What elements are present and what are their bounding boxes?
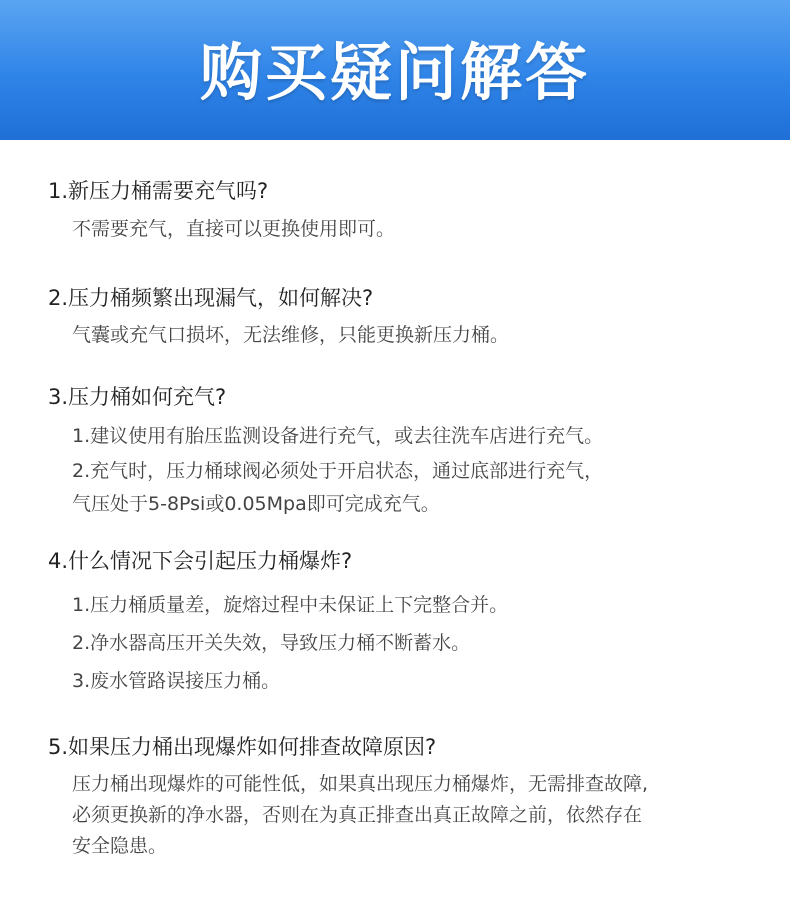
page-title: 购买疑问解答 [199, 35, 590, 109]
faq-answer-4-line-2: 2.净水器高压开关失效，导致压力桶不断蓄水。 [72, 632, 471, 654]
faq-answer-4-line-1: 1.压力桶质量差，旋熔过程中未保证上下完整合并。 [72, 594, 509, 616]
faq-answer-5-line-3: 安全隐患。 [72, 835, 168, 857]
faq-question-1: 1.新压力桶需要充气吗? [48, 179, 269, 203]
faq-question-5: 5.如果压力桶出现爆炸如何排查故障原因? [48, 735, 437, 759]
faq-question-2: 2.压力桶频繁出现漏气，如何解决? [48, 286, 374, 310]
header-banner [0, 0, 790, 140]
faq-answer-3-line-2: 2.充气时，压力桶球阀必须处于开启状态，通过底部进行充气， [72, 460, 604, 482]
faq-answer-2-line-1: 气囊或充气口损坏，无法维修，只能更换新压力桶。 [72, 324, 510, 346]
faq-answer-4-line-3: 3.废水管路误接压力桶。 [72, 670, 281, 692]
faq-answer-5-line-1: 压力桶出现爆炸的可能性低，如果真出现压力桶爆炸，无需排查故障, [72, 773, 649, 795]
faq-answer-3-line-1: 1.建议使用有胎压监测设备进行充气，或去往洗车店进行充气。 [72, 425, 604, 447]
faq-question-3: 3.压力桶如何充气? [48, 385, 227, 409]
faq-answer-3-line-3: 气压处于5-8Psi或0.05Mpa即可完成充气。 [72, 493, 440, 515]
faq-question-4: 4.什么情况下会引起压力桶爆炸? [48, 549, 353, 573]
faq-answer-1-line-1: 不需要充气，直接可以更换使用即可。 [72, 218, 396, 240]
faq-answer-5-line-2: 必须更换新的净水器，否则在为真正排查出真正故障之前，依然存在 [72, 804, 643, 826]
